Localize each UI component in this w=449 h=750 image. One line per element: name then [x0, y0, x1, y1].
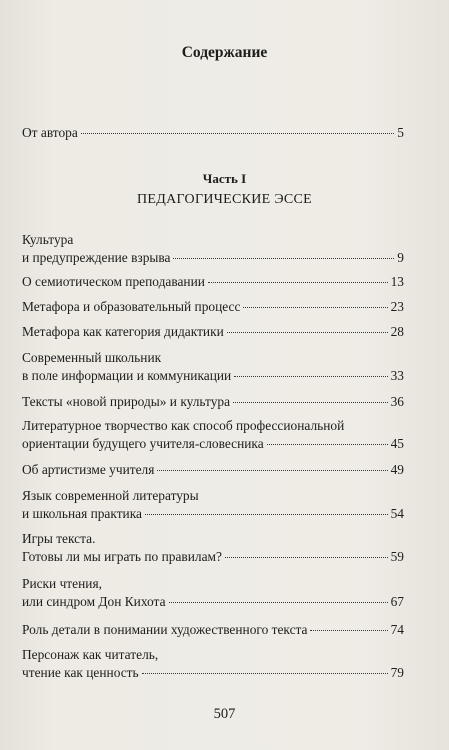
- toc-entry-text: Готовы ли мы играть по правилам?: [22, 549, 222, 564]
- toc-entry: [22, 298, 404, 316]
- toc-entry-text: Тексты «новой природы» и культура: [22, 394, 231, 409]
- leader-dots: [225, 557, 388, 558]
- toc-entry-text: От автора: [22, 125, 78, 140]
- toc-entry-line: [22, 298, 404, 316]
- toc-page-number: 67: [390, 594, 404, 609]
- toc-entry-line: [22, 505, 404, 523]
- toc-entry-text: Язык современной литературы: [22, 488, 199, 503]
- toc-entry-text: и школьная практика: [22, 506, 142, 521]
- toc-entry-line: [22, 646, 404, 664]
- toc-entry-text: в поле информации и коммуникации: [22, 368, 232, 383]
- toc-entry-line: [22, 664, 404, 682]
- toc-page-number: 36: [390, 394, 404, 409]
- section-heading: ПЕДАГОГИЧЕСКИЕ ЭССЕ: [136, 192, 313, 207]
- toc-entry-author: [22, 124, 404, 142]
- toc-entry: [22, 575, 404, 611]
- toc-entry: [22, 621, 404, 639]
- toc-entry-line: [22, 530, 404, 548]
- toc-entry-line: [22, 231, 404, 249]
- toc-entry: [22, 393, 404, 411]
- toc-entry-text: ориентации будущего учителя-словесника: [22, 436, 264, 451]
- leader-dots: [157, 470, 387, 471]
- leader-dots: [173, 258, 394, 259]
- toc-entry-line: [22, 249, 404, 267]
- toc-entry-line: [22, 367, 404, 385]
- toc-entry: [22, 417, 404, 453]
- toc-entry-text: Культура: [22, 232, 74, 247]
- toc-page-number: 5: [397, 125, 404, 140]
- leader-dots: [169, 602, 388, 603]
- toc-entry: [22, 323, 404, 341]
- toc-page-number: 9: [397, 250, 404, 265]
- toc-entry-line: [22, 548, 404, 566]
- toc-entry: [22, 349, 404, 385]
- leader-dots: [145, 514, 388, 515]
- toc-page-number: 49: [390, 462, 404, 477]
- toc-entry-text: Метафора как категория дидактики: [22, 324, 224, 339]
- toc-entry-text: Литературное творчество как способ профессиональной: [22, 418, 345, 433]
- toc-entry-line: [22, 124, 404, 142]
- page-title: Содержание: [181, 44, 268, 61]
- toc-page-number: 79: [390, 665, 404, 680]
- leader-dots: [233, 402, 388, 403]
- toc-entry-text: Персонаж как читатель,: [22, 647, 159, 662]
- page-number: 507: [213, 706, 236, 722]
- toc-page-number: 54: [390, 506, 404, 521]
- part-heading: Часть I: [202, 171, 247, 186]
- toc-entry: [22, 646, 404, 682]
- leader-dots: [243, 307, 387, 308]
- toc-entry-text: О семиотическом преподавании: [22, 274, 205, 289]
- toc-entry-line: [22, 417, 404, 435]
- toc-entry-text: Об артистизме учителя: [22, 462, 155, 477]
- toc-entry-text: Риски чтения,: [22, 576, 102, 591]
- toc-entry-line: [22, 349, 404, 367]
- toc-entry-line: [22, 323, 404, 341]
- toc-entry: [22, 487, 404, 523]
- toc-entry-line: [22, 273, 404, 291]
- toc-entry: [22, 461, 404, 479]
- toc-entry: [22, 231, 404, 267]
- toc-entry-text: Современный школьник: [22, 350, 162, 365]
- toc-page-number: 33: [390, 368, 404, 383]
- leader-dots: [234, 376, 387, 377]
- toc-entry-line: [22, 575, 404, 593]
- toc-entry-line: [22, 621, 404, 639]
- toc-entry-line: [22, 487, 404, 505]
- toc-entry-text: и предупреждение взрыва: [22, 250, 171, 265]
- toc-entry: [22, 273, 404, 291]
- leader-dots: [227, 332, 388, 333]
- toc-page-number: 74: [390, 622, 404, 637]
- toc-entry-line: [22, 393, 404, 411]
- toc-entry-line: [22, 593, 404, 611]
- toc-entry: [22, 530, 404, 566]
- toc-entry-line: [22, 435, 404, 453]
- toc-entry-text: Роль детали в понимании художественного текста: [22, 622, 308, 637]
- leader-dots: [81, 133, 394, 134]
- toc-page-number: 28: [390, 324, 404, 339]
- toc-page-number: 13: [390, 274, 404, 289]
- toc-entry-text: Игры текста.: [22, 531, 96, 546]
- leader-dots: [310, 630, 387, 631]
- toc-page-number: 45: [390, 436, 404, 451]
- toc-page-number: 23: [390, 299, 404, 314]
- toc-entry-line: [22, 461, 404, 479]
- leader-dots: [208, 282, 388, 283]
- toc-page-number: 59: [390, 549, 404, 564]
- toc-entry-text: или синдром Дон Кихота: [22, 594, 166, 609]
- leader-dots: [142, 673, 388, 674]
- leader-dots: [267, 444, 388, 445]
- toc-entry-text: чтение как ценность: [22, 665, 139, 680]
- toc-entry-text: Метафора и образовательный процесс: [22, 299, 241, 314]
